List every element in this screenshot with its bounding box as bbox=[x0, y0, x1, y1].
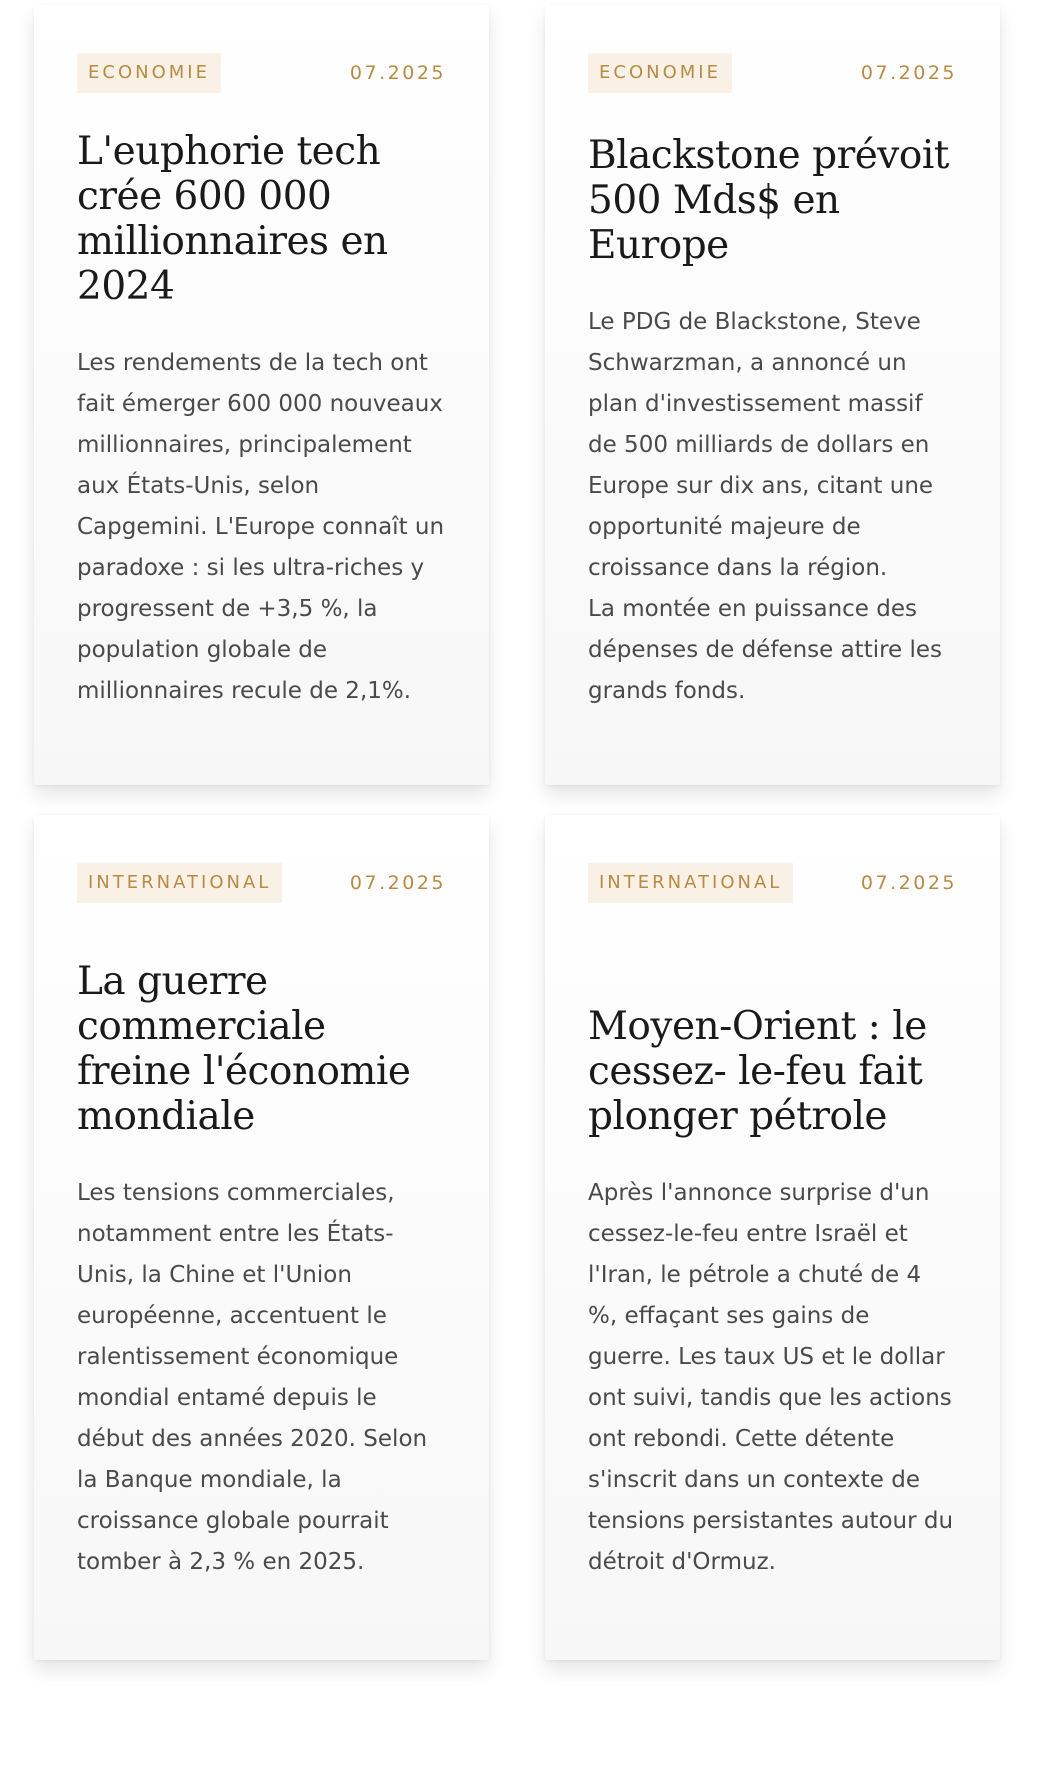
article-card[interactable] bbox=[34, 815, 489, 1660]
article-date: 07.2025 bbox=[349, 872, 446, 894]
card-meta bbox=[588, 53, 957, 93]
article-card[interactable] bbox=[545, 815, 1000, 1660]
article-card[interactable] bbox=[34, 5, 489, 785]
article-summary: Après l'annonce surprise d'un cessez-le-feu entre Israël et l'Iran, le pétrole a chuté de 4 %, effaçant ses gains de guerre. Les taux US et le dollar ont suivi, tandis que les actions ont rebondi. Cette détente s'inscrit dans un contexte de tensions persistantes autour du détroit d'Ormuz. bbox=[588, 1180, 954, 1575]
card-meta bbox=[77, 863, 446, 903]
article-title[interactable]: La guerre commerciale freine l'économie mondiale bbox=[77, 959, 411, 1139]
article-card[interactable] bbox=[545, 5, 1000, 785]
category-badge[interactable]: INTERNATIONAL bbox=[588, 863, 793, 903]
article-summary: Les tensions commerciales, notamment entre les États-Unis, la Chine et l'Union européenne, accentuent le ralentissement économique mondial entamé depuis le début des années 2020. Selon la Banque mondiale, la croissance globale pourrait tomber à 2,3 % en 2025. bbox=[77, 1180, 428, 1575]
card-meta bbox=[77, 53, 446, 93]
category-badge[interactable]: ECONOMIE bbox=[588, 53, 732, 93]
article-date: 07.2025 bbox=[349, 62, 446, 84]
article-title[interactable]: Blackstone prévoit 500 Mds$ en Europe bbox=[588, 133, 949, 268]
article-title[interactable]: Moyen-Orient : le cessez- le-feu fait plonger pétrole bbox=[588, 1004, 927, 1139]
article-date: 07.2025 bbox=[860, 62, 957, 84]
category-badge[interactable]: ECONOMIE bbox=[77, 53, 221, 93]
article-summary: Le PDG de Blackstone, Steve Schwarzman, a annoncé un plan d'investissement massif de 500 milliards de dollars en Europe sur dix ans, citant une opportunité majeure de croissance dans la région. La montée en puissance des dépenses de défense attire les grands fonds. bbox=[588, 309, 943, 704]
article-summary: Les rendements de la tech ont fait émerger 600 000 nouveaux millionnaires, principalement aux États-Unis, selon Capgemini. L'Europe connaît un paradoxe : si les ultra-riches y progressent de +3,5 %, la population globale de millionnaires recule de 2,1%. bbox=[77, 350, 445, 704]
article-title[interactable]: L'euphorie tech crée 600 000 millionnaires en 2024 bbox=[77, 129, 388, 309]
card-meta bbox=[588, 863, 957, 903]
category-badge[interactable]: INTERNATIONAL bbox=[77, 863, 282, 903]
article-date: 07.2025 bbox=[860, 872, 957, 894]
